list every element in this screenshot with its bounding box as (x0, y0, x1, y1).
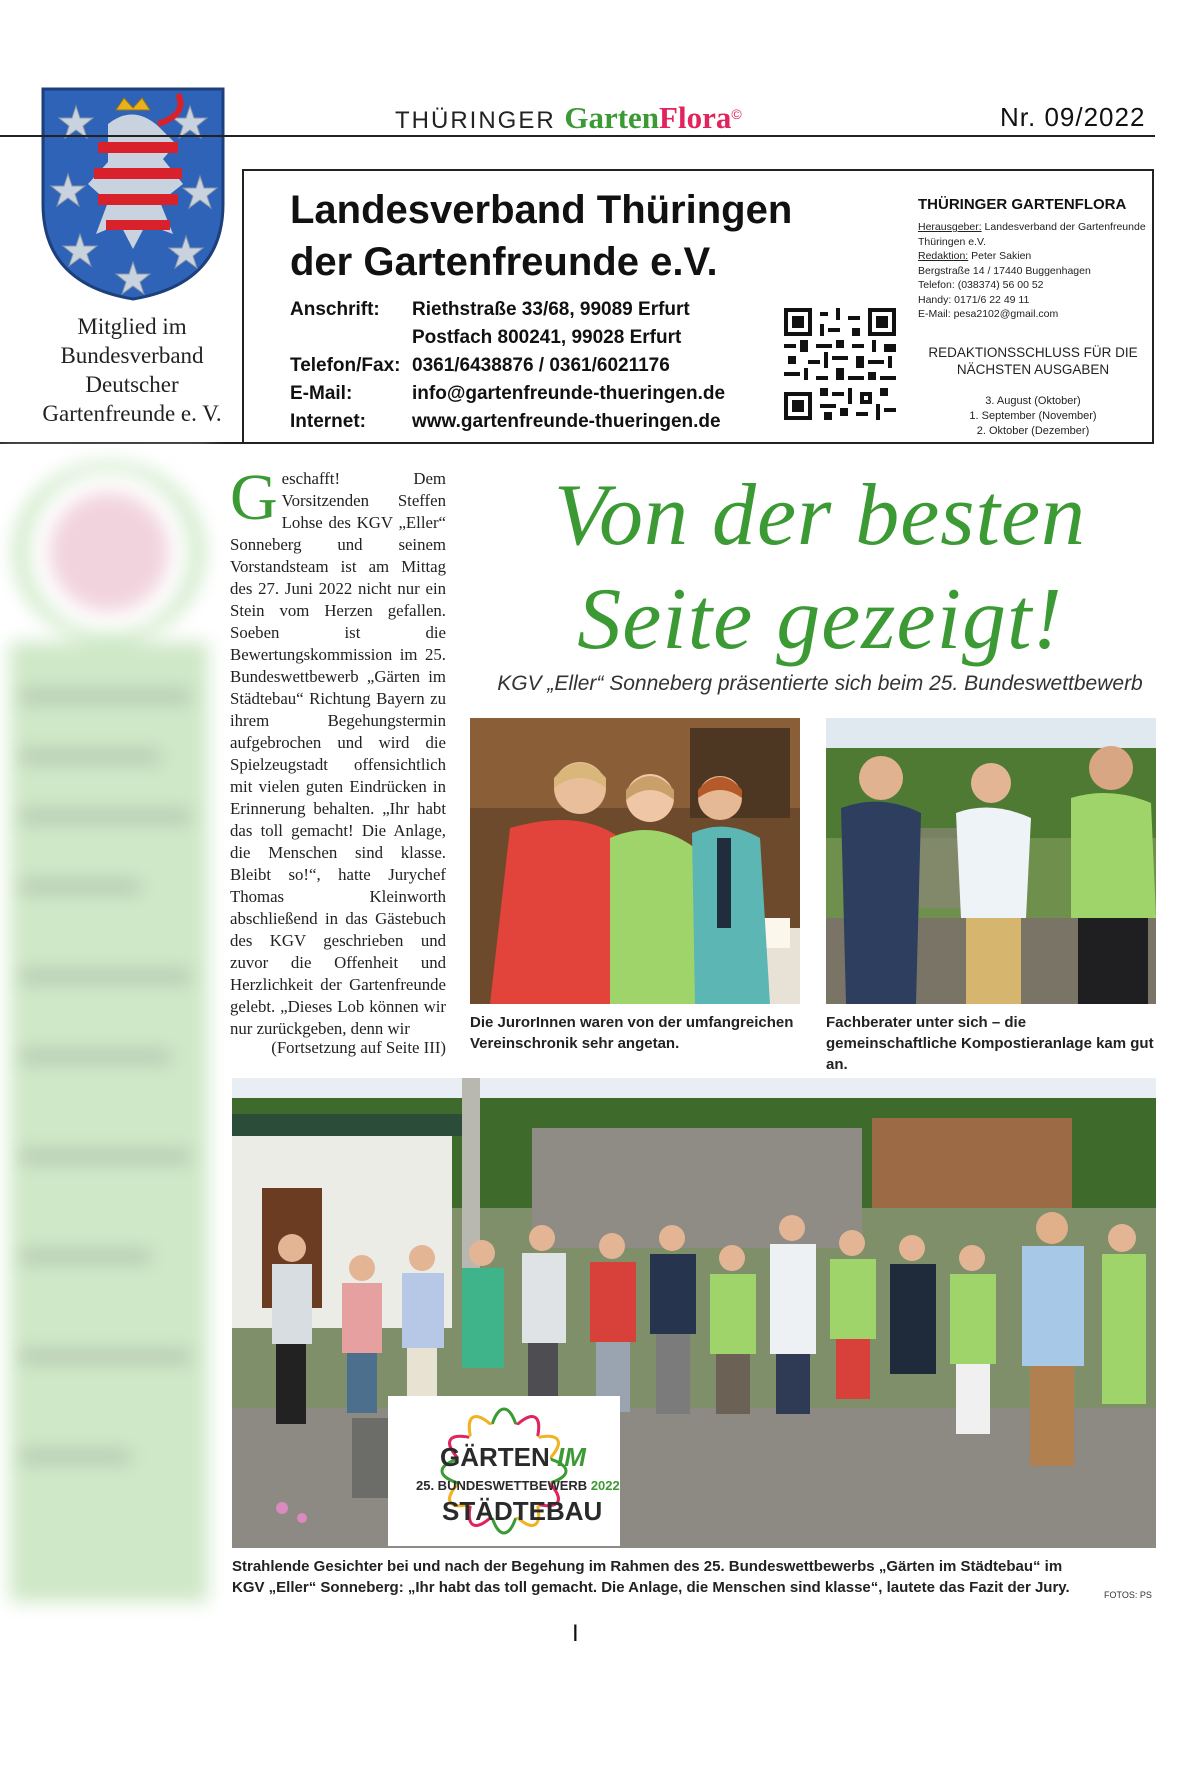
drop-cap: G (230, 461, 278, 534)
headline-line: Seite gezeigt! (577, 571, 1063, 668)
address-value: Riethstraße 33/68, 99089 Erfurt (412, 299, 690, 320)
article-body (230, 461, 446, 1040)
email-link[interactable]: info@gartenfreunde-thueringen.de (412, 383, 726, 404)
impressum (918, 220, 1148, 322)
caption-photo-1: Die JurorInnen waren von der umfangreichen Vereinschronik sehr angetan. (470, 1014, 794, 1052)
thuringia-crest-icon (38, 84, 228, 304)
masthead-rule (0, 135, 1155, 137)
deadline-list (918, 394, 1148, 439)
postbox-value: Postfach 800241, 99028 Erfurt (412, 327, 682, 348)
impressum-address: Bergstraße 14 / 17440 Buggenhagen (918, 264, 1091, 277)
member-line: Deutscher (85, 372, 179, 397)
gaerten-im-staedtebau-logo (388, 1396, 620, 1546)
contact-label: E-Mail: (290, 383, 353, 404)
brand-flora: Flora (659, 100, 732, 135)
page-number: I (572, 1620, 579, 1647)
website-link[interactable]: www.gartenfreunde-thueringen.de (412, 411, 721, 432)
subheadline: KGV „Eller“ Sonneberg präsentierte sich beim 25. Bundeswettbewerb (497, 672, 1143, 695)
photo-jurors-chronicle (470, 718, 800, 1004)
logo-line-competition: 25. BUNDESWETTBEWERB 2022 (416, 1478, 620, 1493)
deadline-title: REDAKTIONSSCHLUSS FÜR DIE NÄCHSTEN AUSGABEN (928, 345, 1138, 377)
membership-note (22, 312, 242, 428)
logo-word-gaerten: GÄRTEN IM (440, 1442, 586, 1472)
headline (470, 464, 1170, 672)
qr-code-icon (784, 308, 896, 420)
impressum-email: E-Mail: pesa2102@gmail.com (918, 308, 1059, 320)
herausgeber-value: Landesverband der Gartenfreunde Thüringen e.V. (918, 221, 1146, 248)
org-name (290, 184, 792, 288)
deadline-item: 2. Oktober (Dezember) (976, 425, 1090, 437)
photo-compost-advisors (826, 718, 1156, 1004)
continuation-note: (Fortsetzung auf Seite III) (271, 1038, 446, 1057)
brand-garten: Garten (564, 100, 660, 135)
headline-line: Von der besten (553, 467, 1087, 564)
logo-word-staedtebau: STÄDTEBAU (442, 1496, 603, 1526)
copyright-mark: © (731, 106, 742, 122)
member-line: Bundesverband (60, 343, 204, 368)
impressum-mobile: Handy: 0171/6 22 49 11 (918, 293, 1030, 306)
impressum-phone: Telefon: (038374) 56 00 52 (918, 279, 1044, 291)
deadline-item: 1. September (November) (969, 410, 1097, 422)
redaktion-value: Peter Sakien (971, 250, 1032, 262)
member-line: Mitglied im (77, 314, 187, 339)
org-name-line: Landesverband Thüringen (290, 188, 793, 232)
contact-label: Telefon/Fax: (290, 355, 401, 376)
phone-value: 0361/6438876 / 0361/6021176 (412, 355, 670, 376)
article-text: eschafft! Dem Vorsitzenden Steffen Lohse des KGV „Eller“ Sonneberg und seinem Vorstandsteam ist am Mittag des 27. Juni 2022 nicht nur ein Stein vom Herzen gefallen. Soeben ist die Bewertungskommission im 25. Bundeswettbewerb „Gärten im Städtebau“ Richtung Bayern zu ihrem Begehungstermin aufgebrochen und wird die Spielzeugstadt offensichtlich mit vielen guten Eindrücken in Erinnerung behalten. „Ihr habt das toll gemacht! Die Anlage, die Menschen sind klasse. Bleibt so!“, hatte Jurychef Thomas Kleinworth abschließend in das Gästebuch des KGV geschrieben und zuvor die Offenheit und Herzlichkeit der Gartenfreunde gelebt. „Dieses Lob können wir nur zurückgeben, denn wir (230, 469, 446, 1038)
redaktion-label: Redaktion: (918, 250, 969, 262)
contact-label: Anschrift: (290, 299, 380, 320)
masthead (395, 100, 742, 136)
photo-credit: FOTOS: PS (1104, 1590, 1152, 1600)
caption-photo-2: Fachberater unter sich – die gemeinschaftliche Kompostieranlage kam gut an. (826, 1014, 1154, 1073)
blurred-sidebar (0, 452, 212, 1612)
member-line: Gartenfreunde e. V. (42, 401, 222, 426)
deadline-item: 3. August (Oktober) (985, 395, 1081, 407)
contact-label: Internet: (290, 411, 366, 432)
box-rule (0, 442, 244, 444)
herausgeber-label: Herausgeber: (918, 221, 982, 233)
masthead-prefix: THÜRINGER (395, 107, 556, 134)
caption-photo-3: Strahlende Gesichter bei und nach der Begehung im Rahmen des 25. Bundeswettbewerbs „Gärten im Städtebau“ im KGV „Eller“ Sonneberg: „Ihr habt das toll gemacht. Die Anlage, die Menschen sind klasse“, lautete das Fazit der Jury. (232, 1558, 1070, 1596)
org-name-line: der Gartenfreunde e.V. (290, 240, 718, 284)
photo-group-jury (232, 1078, 1156, 1548)
issue-number: Nr. 09/2022 (1000, 102, 1146, 132)
impressum-title: THÜRINGER GARTENFLORA (918, 196, 1127, 213)
